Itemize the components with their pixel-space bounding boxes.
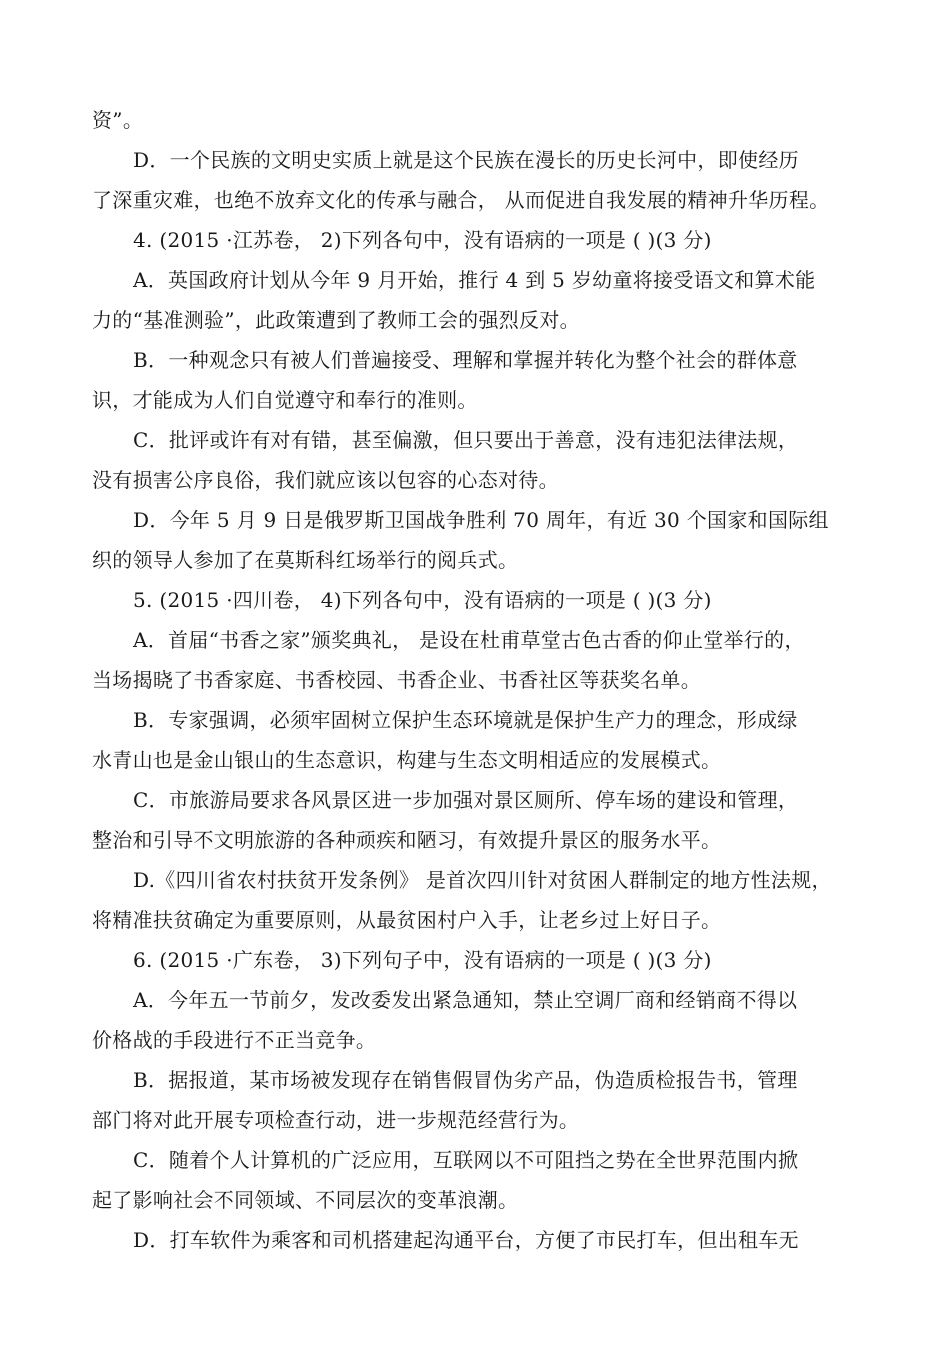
question-4-heading: 4. (2015 ·江苏卷， 2)下列各句中，没有语病的一项是 ( )(3 分) — [133, 228, 712, 252]
text-line: 将精准扶贫确定为重要原则，从最贫困村户入手，让老乡过上好日子。 — [92, 908, 722, 932]
text-line: 整治和引导不文明旅游的各种顽疾和陋习，有效提升景区的服务水平。 — [92, 828, 722, 852]
text-line: 当场揭晓了书香家庭、书香校园、书香企业、书香社区等获奖名单。 — [92, 668, 701, 692]
option-d-line: D．打车软件为乘客和司机搭建起沟通平台，方便了市民打车，但出租车无 — [133, 1228, 799, 1252]
option-b-line: B．据报道，某市场被发现存在销售假冒伪劣产品，伪造质检报告书，管理 — [133, 1068, 798, 1092]
text-line: 部门将对此开展专项检查行动，进一步规范经营行为。 — [92, 1108, 580, 1132]
text-line: 起了影响社会不同领域、不同层次的变革浪潮。 — [92, 1188, 519, 1212]
option-a-line: A．首届“书香之家”颁奖典礼， 是设在杜甫草堂古色古香的仰止堂举行的， — [133, 628, 805, 652]
option-c-line: C．随着个人计算机的广泛应用，互联网以不可阻挡之势在全世界范围内掀 — [133, 1148, 799, 1172]
text-line: 了深重灾难，也绝不放弃文化的传承与融合， 从而促进自我发展的精神升华历程。 — [92, 188, 830, 212]
text-line: 没有损害公序良俗，我们就应该以包容的心态对待。 — [92, 468, 559, 492]
option-c-line: C．市旅游局要求各风景区进一步加强对景区厕所、停车场的建设和管理， — [133, 788, 799, 812]
option-d-line: D．今年 5 月 9 日是俄罗斯卫国战争胜利 70 周年，有近 30 个国家和国际组 — [133, 508, 829, 532]
option-c-line: C．批评或许有对有错，甚至偏激，但只要出于善意，没有违犯法律法规， — [133, 428, 799, 452]
option-b-line: B．专家强调，必须牢固树立保护生态环境就是保护生产力的理念，形成绿 — [133, 708, 798, 732]
text-line: 水青山也是金山银山的生态意识，构建与生态文明相适应的发展模式。 — [92, 748, 722, 772]
option-a-line: A．英国政府计划从今年 9 月开始，推行 4 到 5 岁幼童将接受语文和算术能 — [133, 268, 816, 292]
text-line: 资”。 — [92, 108, 144, 132]
text-line: 力的“基准测验”，此政策遭到了教师工会的强烈反对。 — [92, 308, 580, 332]
text-line: 织的领导人参加了在莫斯科红场举行的阅兵式。 — [92, 548, 519, 572]
text-line: 价格战的手段进行不正当竞争。 — [92, 1028, 377, 1052]
option-a-line: A．今年五一节前夕，发改委发出紧急通知，禁止空调厂商和经销商不得以 — [133, 988, 798, 1012]
text-line: 识，才能成为人们自觉遵守和奉行的准则。 — [92, 388, 478, 412]
option-d-line: D.《四川省农村扶贫开发条例》 是首次四川针对贫困人群制定的地方性法规， — [133, 868, 832, 892]
question-5-heading: 5. (2015 ·四川卷， 4)下列各句中，没有语病的一项是 ( )(3 分) — [133, 588, 712, 612]
option-d-line: D．一个民族的文明史实质上就是这个民族在漫长的历史长河中，即使经历 — [133, 148, 799, 172]
option-b-line: B．一种观念只有被人们普遍接受、理解和掌握并转化为整个社会的群体意 — [133, 348, 798, 372]
question-6-heading: 6. (2015 ·广东卷， 3)下列句子中，没有语病的一项是 ( )(3 分) — [133, 948, 712, 972]
